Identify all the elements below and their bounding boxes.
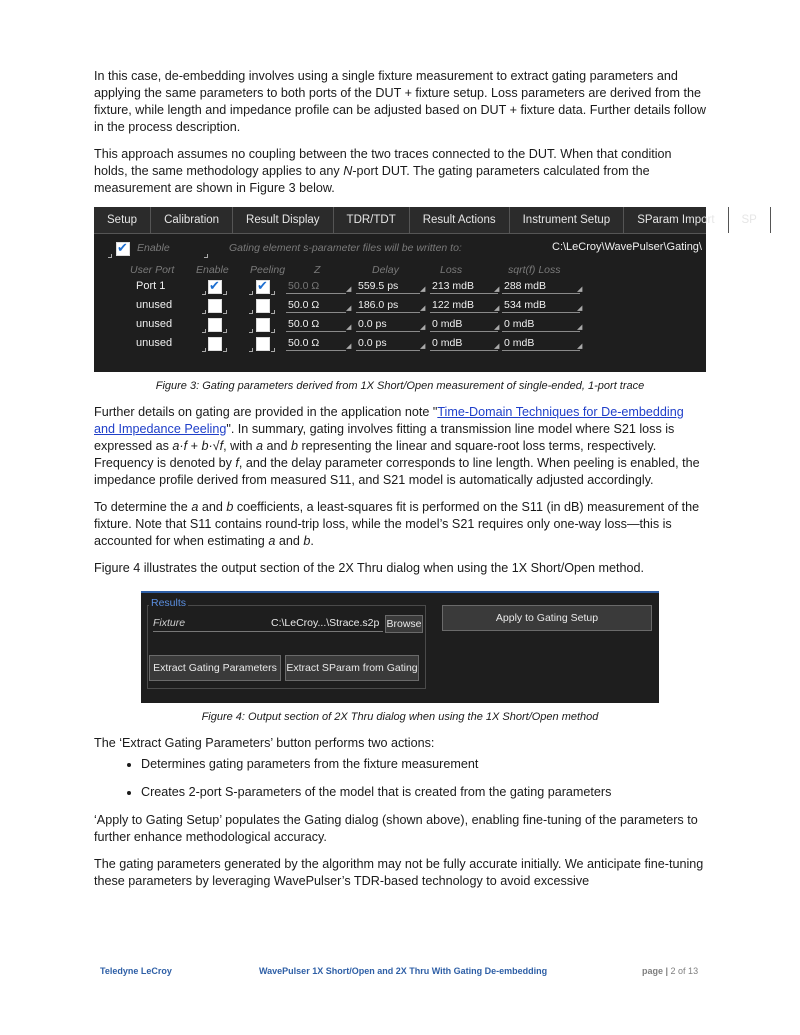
- extract-gating-parameters-button[interactable]: Extract Gating Parameters: [149, 655, 281, 681]
- header-enable: Enable: [196, 264, 229, 276]
- port-enable-checkbox[interactable]: [208, 337, 222, 351]
- fixture-label: Fixture: [153, 617, 186, 629]
- page-label: page |: [642, 966, 669, 976]
- footer-page: [642, 966, 698, 976]
- tab-calibration[interactable]: Calibration: [151, 207, 233, 233]
- header-sqrt-loss: sqrt(f) Loss: [508, 264, 561, 276]
- z-field[interactable]: 50.0 Ω: [286, 337, 346, 351]
- spin-arrow-icon[interactable]: ◢: [577, 343, 583, 350]
- figure-4-results-dialog: [141, 591, 659, 703]
- text: Further details on gating are provided in the application note ": [94, 405, 438, 419]
- text: To determine the: [94, 500, 192, 514]
- spin-arrow-icon[interactable]: ◢: [494, 324, 500, 331]
- tab-instrument-setup[interactable]: Instrument Setup: [510, 207, 625, 233]
- port-enable-checkbox[interactable]: [208, 280, 222, 294]
- header-z: Z: [314, 264, 321, 276]
- corner-mark: [204, 254, 208, 258]
- text: This approach assumes no coupling between the two traces connected to the DUT. When that condition holds, the same methodology applies to any: [94, 147, 672, 178]
- sqrt-loss-field[interactable]: 0 mdB: [502, 337, 580, 351]
- text: ". In summary, gating involves fitting a transmission line model where S21 loss is expressed as: [94, 422, 675, 453]
- port-enable-checkbox[interactable]: [208, 318, 222, 332]
- gating-files-label: Gating element s-parameter files will be written to:: [229, 242, 462, 254]
- figure-4-caption: Figure 4: Output section of 2X Thru dialog when using the 1X Short/Open method: [201, 711, 599, 723]
- paragraph-extract-actions: The ‘Extract Gating Parameters’ button performs two actions:: [94, 736, 435, 750]
- corner-mark: [202, 310, 206, 314]
- delay-field[interactable]: 559.5 ps: [356, 280, 420, 294]
- corner-mark: [271, 291, 275, 295]
- z-field[interactable]: 50.0 Ω: [286, 318, 346, 332]
- paragraph-least-squares: [94, 499, 706, 550]
- dialog-top-border: [141, 591, 659, 593]
- corner-mark: [108, 254, 112, 258]
- corner-mark: [249, 348, 253, 352]
- text: -port DUT. The gating parameters calculated from the measurement are shown in Figure 3 below.: [94, 164, 650, 195]
- text: +: [187, 439, 202, 453]
- corner-mark: [271, 310, 275, 314]
- action-list: [94, 756, 706, 801]
- sqrt-loss-field[interactable]: 534 mdB: [502, 299, 580, 313]
- spin-arrow-icon[interactable]: ◢: [494, 305, 500, 312]
- corner-mark: [202, 348, 206, 352]
- user-port-label: Port 1: [136, 280, 166, 292]
- corner-mark: [249, 291, 253, 295]
- corner-mark: [202, 291, 206, 295]
- paragraph-apply: ‘Apply to Gating Setup’ populates the Gating dialog (shown above), enabling fine-tuning of the parameters to further enhance methodological accuracy.: [94, 813, 698, 844]
- sqrt-loss-field[interactable]: 0 mdB: [502, 318, 580, 332]
- var-b: b: [226, 500, 234, 514]
- footer-title: WavePulser 1X Short/Open and 2X Thru With Gating De-embedding: [259, 966, 548, 976]
- list-item: • Determines gating parameters from the fixture measurement: [141, 756, 706, 773]
- paragraph-figure4-intro: Figure 4 illustrates the output section of the 2X Thru dialog when using the 1X Short/Open method.: [94, 561, 645, 575]
- port-peeling-checkbox[interactable]: [256, 299, 270, 313]
- spin-arrow-icon[interactable]: ◢: [494, 343, 500, 350]
- fixture-path-field[interactable]: C:\LeCroy...\Strace.s2p: [271, 617, 380, 629]
- header-peeling: Peeling: [250, 264, 286, 276]
- document-body: [94, 68, 757, 900]
- corner-mark: [223, 291, 227, 295]
- tab-result-actions[interactable]: Result Actions: [410, 207, 510, 233]
- text: and: [198, 500, 227, 514]
- delay-field[interactable]: 0.0 ps: [356, 318, 420, 332]
- tab-tdr-tdt[interactable]: TDR/TDT: [334, 207, 410, 233]
- text: .: [310, 534, 314, 548]
- apply-to-gating-setup-button[interactable]: Apply to Gating Setup: [442, 605, 652, 631]
- enable-checkbox[interactable]: [116, 242, 130, 256]
- user-port-label: unused: [136, 318, 173, 330]
- var-b: b: [291, 439, 299, 453]
- var-b: b: [303, 534, 311, 548]
- paragraph-fine-tuning: The gating parameters generated by the algorithm may not be fully accurate initially. We anticipate fine-tuning these parameters by leveraging WavePulser’s TDR-based technology to avoid excessive: [94, 857, 704, 888]
- browse-button[interactable]: Browse: [385, 615, 423, 633]
- spin-arrow-icon[interactable]: ◢: [420, 305, 426, 312]
- corner-mark: [202, 329, 206, 333]
- tab-result-display[interactable]: Result Display: [233, 207, 334, 233]
- text: representing the linear and square-root loss terms, respectively. Frequency is denoted by: [94, 439, 657, 470]
- spin-arrow-icon[interactable]: ◢: [420, 343, 426, 350]
- corner-mark: [249, 310, 253, 314]
- port-enable-checkbox[interactable]: [208, 299, 222, 313]
- port-peeling-checkbox[interactable]: [256, 318, 270, 332]
- text: , with: [223, 439, 256, 453]
- gating-path: C:\LeCroy\WavePulser\Gating\: [552, 241, 702, 253]
- app-note-link[interactable]: Time-Domain Techniques for De-embedding and Impedance Peeling: [94, 405, 684, 436]
- corner-mark: [223, 310, 227, 314]
- var-f: f: [235, 456, 239, 470]
- corner-mark: [249, 329, 253, 333]
- header-user-port: User Port: [130, 264, 175, 276]
- corner-mark: [223, 329, 227, 333]
- user-port-label: unused: [136, 337, 173, 349]
- loss-field[interactable]: 0 mdB: [430, 318, 498, 332]
- spin-arrow-icon[interactable]: ◢: [577, 286, 583, 293]
- corner-mark: [271, 348, 275, 352]
- tab-sp[interactable]: SP: [729, 207, 771, 233]
- text: coefficients, a least-squares fit is performed on the S11 (in dB) measurement of the fixture. Note that S11 contains round-trip loss, while the model’s S21 requires only one-way loss—this is accounted for when estimating: [94, 500, 700, 548]
- dialog-tabs: [94, 207, 757, 234]
- z-field[interactable]: 50.0 Ω: [286, 299, 346, 313]
- spin-arrow-icon[interactable]: ◢: [346, 343, 352, 350]
- enable-label: Enable: [137, 242, 170, 254]
- paragraph-coupling: [94, 146, 706, 197]
- text: , and the delay parameter corresponds to line length. When peeling is enabled, the impedance profile derived from measured S11, and S21 model is automatically adjusted accordingly.: [94, 456, 700, 487]
- var-a: a: [191, 500, 199, 514]
- tab-setup[interactable]: Setup: [94, 207, 151, 233]
- var-a: a: [255, 439, 263, 453]
- tab-sparam-import[interactable]: SParam Import: [624, 207, 728, 233]
- corner-mark: [223, 348, 227, 352]
- n-variable: N: [343, 164, 353, 178]
- formula-bsqrtf: b·√f: [201, 439, 224, 453]
- user-port-label: unused: [136, 299, 173, 311]
- text: and: [263, 439, 292, 453]
- port-peeling-checkbox[interactable]: [256, 280, 270, 294]
- spin-arrow-icon[interactable]: ◢: [420, 286, 426, 293]
- spin-arrow-icon[interactable]: ◢: [494, 286, 500, 293]
- loss-field[interactable]: 213 mdB: [430, 280, 498, 294]
- figure-3-caption: Figure 3: Gating parameters derived from 1X Short/Open measurement of single-ended, 1-port trace: [155, 380, 645, 392]
- corner-mark: [271, 329, 275, 333]
- text: and: [275, 534, 304, 548]
- delay-field[interactable]: 0.0 ps: [356, 337, 420, 351]
- results-group-title: Results: [151, 597, 187, 609]
- paragraph-gating-details: [94, 404, 706, 489]
- extract-sparam-button[interactable]: Extract SParam from Gating: [285, 655, 419, 681]
- port-peeling-checkbox[interactable]: [256, 337, 270, 351]
- formula-af: a·f: [172, 439, 188, 453]
- page-number: 2 of 13: [670, 966, 699, 976]
- paragraph-intro: In this case, de-embedding involves using a single fixture measurement to extract gating parameters and applying the same parameters to both ports of the DUT + fixture setup. Loss parameters are derived from the fixture, while length and impedance profile can be adjusted based on DUT + fixture data. Further details follow in the process description.: [94, 69, 706, 134]
- spin-arrow-icon[interactable]: ◢: [577, 324, 583, 331]
- spin-arrow-icon[interactable]: ◢: [346, 324, 352, 331]
- list-item: • Creates 2-port S-parameters of the model that is created from the gating parameters: [141, 784, 706, 801]
- header-loss: Loss: [440, 264, 463, 276]
- loss-field[interactable]: 0 mdB: [430, 337, 498, 351]
- spin-arrow-icon[interactable]: ◢: [346, 286, 352, 293]
- z-field[interactable]: 50.0 Ω: [286, 280, 346, 294]
- sqrt-loss-field[interactable]: 288 mdB: [502, 280, 580, 294]
- header-delay: Delay: [372, 264, 399, 276]
- spin-arrow-icon[interactable]: ◢: [346, 305, 352, 312]
- var-a: a: [268, 534, 276, 548]
- loss-field[interactable]: 122 mdB: [430, 299, 498, 313]
- spin-arrow-icon[interactable]: ◢: [420, 324, 426, 331]
- footer-company: Teledyne LeCroy: [100, 966, 172, 976]
- delay-field[interactable]: 186.0 ps: [356, 299, 420, 313]
- spin-arrow-icon[interactable]: ◢: [577, 305, 583, 312]
- figure-3-gating-dialog: [94, 207, 757, 372]
- fixture-underline: [153, 631, 383, 632]
